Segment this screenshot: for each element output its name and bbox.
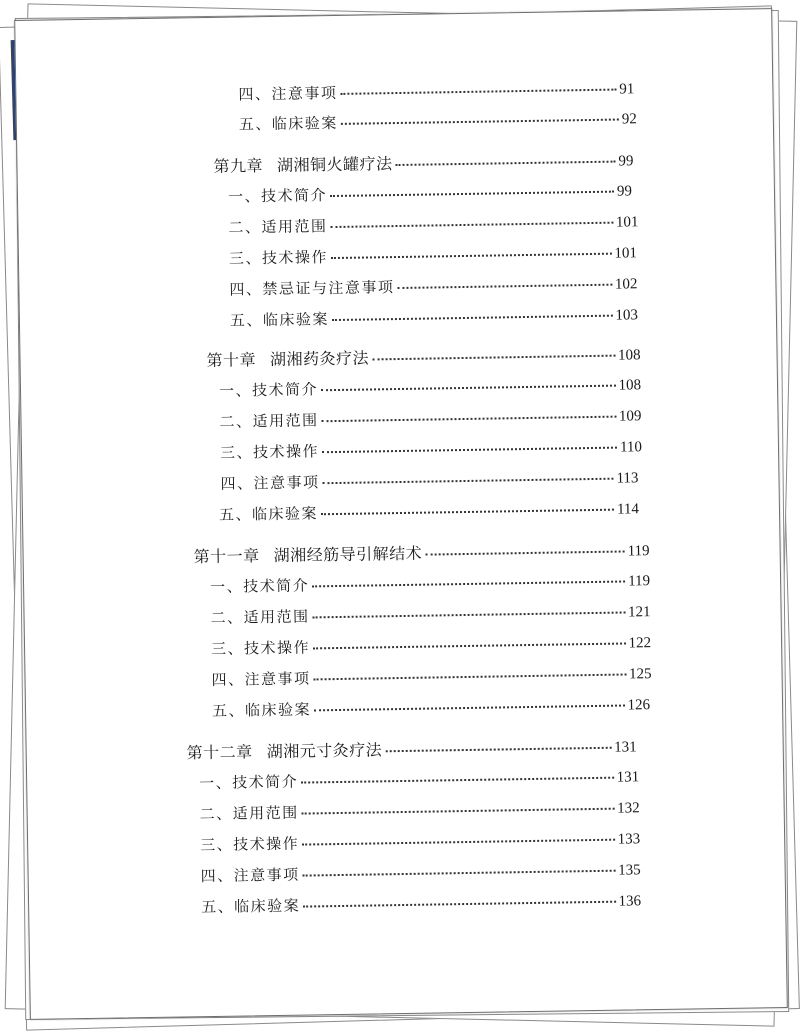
- leader-dots: [303, 901, 615, 908]
- chapter-title: [187, 737, 383, 763]
- chapter-title: [206, 345, 369, 371]
- leader-dots: [340, 89, 616, 95]
- toc-chapter-entry: [213, 147, 633, 177]
- entry-label: 四、注意事项: [220, 473, 320, 493]
- page-number: 133: [617, 831, 641, 848]
- page-number: 103: [615, 307, 639, 324]
- chapter-number: 第九章: [213, 156, 264, 176]
- page-number: 101: [615, 214, 639, 231]
- entry-label: 五、临床验案: [201, 896, 301, 917]
- page-number: 99: [618, 153, 634, 170]
- leader-dots: [385, 747, 611, 753]
- page-number: 119: [628, 573, 651, 590]
- page-number: 114: [616, 501, 640, 518]
- page-number: 108: [617, 347, 641, 364]
- chapter-number: 第十章: [206, 350, 257, 371]
- page-number: 110: [619, 439, 643, 456]
- entry-label: 一、技术简介: [199, 772, 299, 793]
- toc-entry: [220, 435, 642, 463]
- leader-dots: [330, 222, 612, 228]
- toc-entry: [200, 827, 640, 855]
- page-number: 99: [616, 183, 633, 200]
- page-number: 126: [627, 697, 651, 714]
- chapter-name: 湖湘经筋导引解结术: [273, 543, 423, 566]
- leader-dots: [301, 777, 613, 784]
- toc-entry: [228, 179, 632, 206]
- entry-label: 四、注意事项: [211, 669, 311, 689]
- toc-chapter-entry: [193, 537, 649, 567]
- leader-dots: [341, 119, 619, 125]
- leader-dots: [425, 550, 625, 555]
- page-number: 119: [627, 543, 650, 560]
- chapter-number: 第十一章: [193, 546, 260, 567]
- page-number: 121: [627, 604, 651, 621]
- toc-entry: [219, 497, 639, 525]
- toc-entry: [238, 77, 634, 104]
- toc-entry: [220, 466, 638, 494]
- leader-dots: [313, 642, 625, 649]
- toc-entry: [230, 303, 638, 330]
- entry-label: 三、技术操作: [200, 834, 300, 855]
- entry-label: 五、临床验案: [211, 700, 312, 720]
- leader-dots: [323, 478, 614, 485]
- leader-dots: [312, 580, 625, 587]
- toc-entry: [200, 796, 640, 824]
- leader-dots: [314, 673, 626, 680]
- page-number: 132: [617, 800, 640, 817]
- page-number: 125: [628, 666, 652, 683]
- toc-entry: [201, 889, 641, 917]
- toc-chapter-entry: [206, 341, 640, 371]
- chapter-title: [193, 541, 422, 568]
- entry-label: 一、技术简介: [218, 380, 319, 400]
- entry-label: 二、适用范围: [228, 217, 328, 237]
- leader-dots: [314, 705, 624, 712]
- leader-dots: [372, 355, 615, 361]
- chapter-name: 湖湘元寸灸疗法: [266, 740, 383, 762]
- entry-label: 三、技术操作: [210, 638, 311, 658]
- entry-label: 三、技术操作: [228, 248, 329, 268]
- toc-page: [14, 8, 788, 1020]
- entry-label: 二、适用范围: [219, 411, 319, 431]
- leader-dots: [321, 509, 614, 516]
- chapter-name: 湖湘铜火罐疗法: [276, 154, 393, 175]
- toc-entry: [200, 858, 640, 886]
- page-number: 108: [618, 377, 642, 394]
- entry-label: 二、适用范围: [199, 803, 299, 824]
- entry-label: 一、技术简介: [227, 186, 328, 206]
- leader-dots: [302, 808, 614, 815]
- toc-entry: [219, 373, 641, 401]
- toc-entry: [211, 662, 651, 690]
- leader-dots: [322, 416, 616, 423]
- toc-entry: [210, 600, 650, 628]
- page-number: 102: [614, 276, 638, 293]
- entry-label: 五、临床验案: [238, 113, 339, 134]
- toc-entry: [219, 404, 641, 432]
- leader-dots: [313, 611, 625, 618]
- toc-entry: [212, 693, 650, 721]
- toc-entry: [229, 272, 637, 299]
- page-number: 113: [616, 470, 639, 487]
- toc-entry: [210, 569, 650, 597]
- entry-label: 四、注意事项: [200, 865, 300, 886]
- leader-dots: [322, 447, 617, 454]
- page-number: 136: [618, 893, 642, 910]
- entry-label: 五、临床验案: [218, 504, 319, 524]
- toc-entry: [211, 631, 651, 659]
- chapter-title: [213, 151, 392, 177]
- entry-label: 四、禁忌证与注意事项: [229, 278, 395, 299]
- page-number: 101: [614, 245, 638, 262]
- leader-dots: [330, 191, 614, 197]
- toc-chapter-entry: [187, 733, 637, 763]
- entry-label: 三、技术操作: [219, 442, 320, 462]
- leader-dots: [331, 253, 611, 259]
- leader-dots: [397, 284, 611, 289]
- leader-dots: [303, 870, 615, 877]
- page-number: 131: [616, 769, 640, 786]
- page-number: 131: [614, 739, 637, 756]
- toc-entry: [229, 241, 637, 268]
- toc-entry: [239, 107, 637, 134]
- entry-label: 五、临床验案: [229, 310, 330, 330]
- toc-entry: [199, 765, 639, 793]
- toc-entry: [228, 210, 638, 237]
- leader-dots: [396, 161, 616, 166]
- page-number: 135: [618, 862, 641, 879]
- chapter-name: 湖湘药灸疗法: [269, 348, 370, 370]
- chapter-number: 第十二章: [186, 742, 253, 763]
- page-number: 92: [621, 111, 637, 128]
- leader-dots: [321, 385, 615, 392]
- entry-label: 二、适用范围: [210, 607, 310, 628]
- page-number: 122: [628, 635, 652, 652]
- page-number: 91: [619, 81, 635, 98]
- leader-dots: [332, 315, 612, 321]
- entry-label: 一、技术简介: [209, 576, 310, 597]
- leader-dots: [302, 839, 614, 846]
- page-number: 109: [618, 408, 642, 425]
- entry-label: 四、注意事项: [238, 83, 338, 104]
